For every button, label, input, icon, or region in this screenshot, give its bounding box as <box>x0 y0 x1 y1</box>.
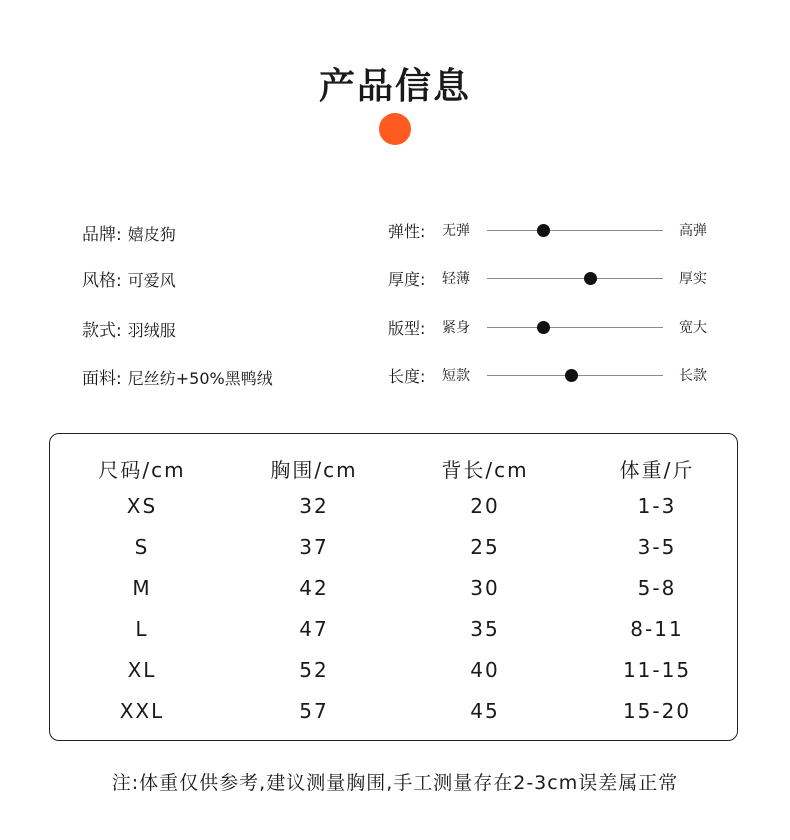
slider-knob <box>537 321 550 334</box>
info-value: 可爱风 <box>127 271 176 290</box>
slider-label: 版型: <box>388 319 426 338</box>
info-label: 款式: <box>82 321 122 341</box>
table-cell: 30 <box>470 576 500 600</box>
slider-track <box>487 230 663 231</box>
table-cell: 11-15 <box>622 658 692 682</box>
table-cell: 1-3 <box>637 494 677 518</box>
size-table <box>49 433 738 741</box>
info-label: 面料: <box>82 369 122 389</box>
table-cell: S <box>134 535 150 559</box>
info-row <box>82 266 176 291</box>
table-header-cell: 体重/斤 <box>619 458 695 482</box>
info-row <box>82 220 176 245</box>
table-cell: 5-8 <box>637 576 677 600</box>
table-cell: 52 <box>299 658 329 682</box>
slider-low-label: 紧身 <box>442 320 470 336</box>
table-cell: 47 <box>299 617 329 641</box>
slider-knob <box>584 272 597 285</box>
slider-high-label: 宽大 <box>679 320 707 336</box>
slider-label: 弹性: <box>388 222 426 241</box>
table-header-cell: 尺码/cm <box>98 458 186 482</box>
info-row <box>82 316 176 341</box>
attribute-slider-row <box>388 364 718 388</box>
slider-high-label: 长款 <box>679 368 707 384</box>
table-cell: 25 <box>470 535 500 559</box>
info-label: 品牌: <box>82 225 122 245</box>
info-value: 羽绒服 <box>127 321 176 340</box>
table-cell: 35 <box>470 617 500 641</box>
slider-low-label: 无弹 <box>442 223 470 239</box>
table-cell: XL <box>127 658 157 682</box>
table-cell: 20 <box>470 494 500 518</box>
info-row <box>82 364 273 389</box>
slider-knob <box>537 224 550 237</box>
table-cell: 37 <box>299 535 329 559</box>
table-cell: 32 <box>299 494 329 518</box>
slider-knob <box>565 369 578 382</box>
accent-dot <box>379 113 411 145</box>
info-value: 尼丝纺+50%黑鸭绒 <box>127 369 273 388</box>
slider-low-label: 轻薄 <box>442 271 470 287</box>
table-cell: 42 <box>299 576 329 600</box>
table-cell: 3-5 <box>637 535 677 559</box>
slider-high-label: 厚实 <box>679 271 707 287</box>
table-cell: 57 <box>299 699 329 723</box>
slider-label: 厚度: <box>388 270 426 289</box>
info-label: 风格: <box>82 271 122 291</box>
table-header-cell: 胸围/cm <box>270 458 358 482</box>
table-cell: L <box>135 617 149 641</box>
slider-track <box>487 278 663 279</box>
page-title: 产品信息 <box>318 66 471 107</box>
slider-high-label: 高弹 <box>679 223 707 239</box>
table-cell: M <box>132 576 152 600</box>
table-cell: XS <box>126 494 158 518</box>
attribute-slider-row <box>388 219 718 243</box>
measurement-note: 注:体重仅供参考,建议测量胸围,手工测量存在2-3cm误差属正常 <box>111 772 679 794</box>
table-cell: 8-11 <box>630 617 684 641</box>
table-header-cell: 背长/cm <box>441 458 529 482</box>
table-cell: XXL <box>119 699 165 723</box>
attribute-slider-row <box>388 316 718 340</box>
slider-low-label: 短款 <box>442 368 470 384</box>
table-cell: 40 <box>470 658 500 682</box>
slider-label: 长度: <box>388 367 426 386</box>
slider-track <box>487 327 663 328</box>
info-value: 嬉皮狗 <box>127 225 176 244</box>
attribute-slider-row <box>388 267 718 291</box>
table-cell: 15-20 <box>622 699 692 723</box>
table-cell: 45 <box>470 699 500 723</box>
